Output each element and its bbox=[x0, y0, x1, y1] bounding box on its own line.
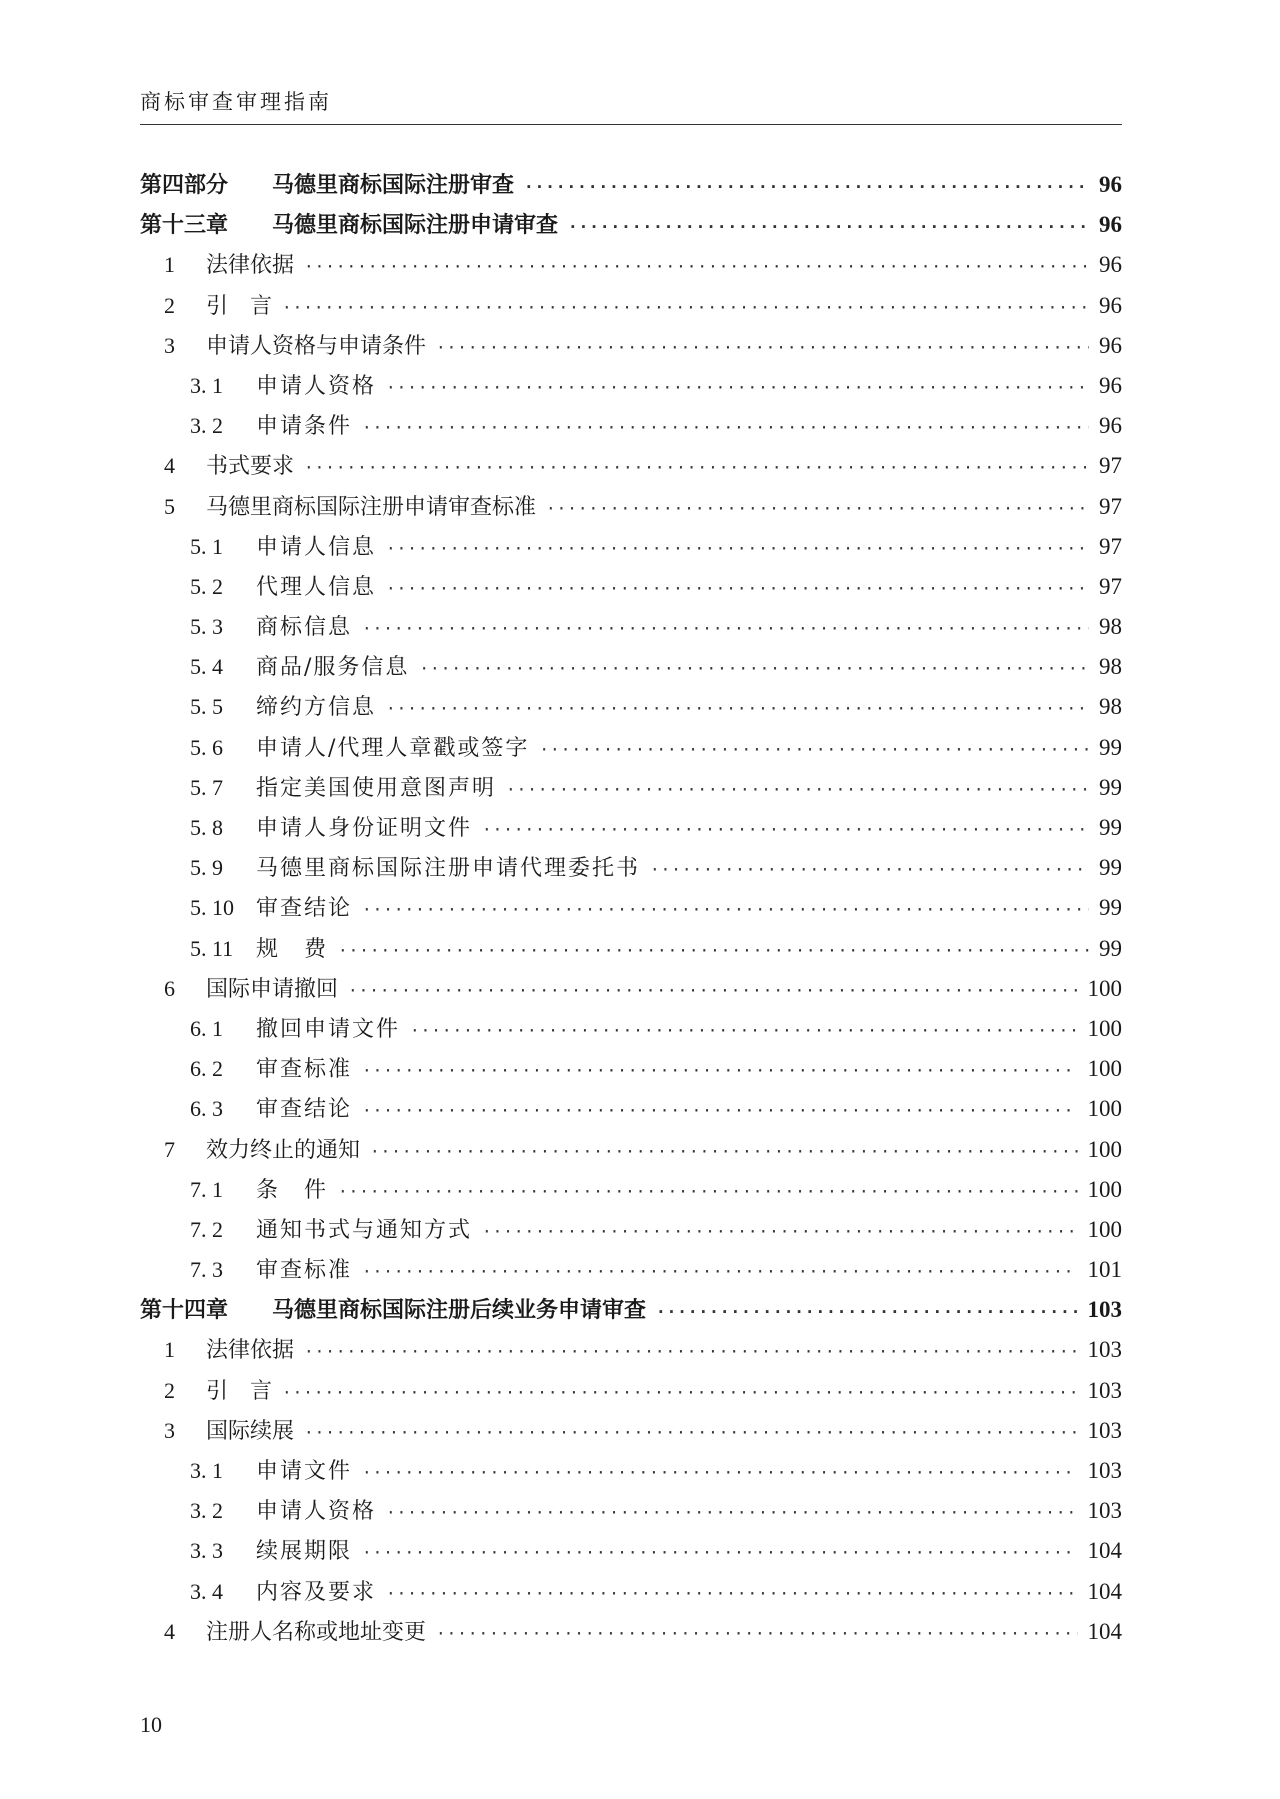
toc-entry-page: 97 bbox=[1099, 533, 1122, 559]
toc-entry-title: 撤回申请文件 bbox=[256, 1016, 401, 1042]
toc-entry-page: 99 bbox=[1099, 855, 1122, 881]
toc-entry-title: 申请人资格与申请条件 bbox=[206, 333, 427, 359]
toc-entry-page: 96 bbox=[1099, 413, 1122, 439]
toc-entry-number: 5. 4 bbox=[190, 654, 223, 680]
toc-entry bbox=[140, 208, 1122, 248]
toc-entry-page: 100 bbox=[1087, 1176, 1122, 1202]
dot-leader bbox=[362, 900, 1089, 919]
toc-entry bbox=[140, 650, 1122, 690]
toc-entry-number: 3. 1 bbox=[190, 1458, 223, 1483]
toc-entry-number: 2 bbox=[164, 1377, 175, 1403]
toc-entry-number: 3 bbox=[164, 332, 175, 358]
dot-leader bbox=[436, 1624, 1077, 1643]
toc-entry-title: 申请人资格 bbox=[256, 1499, 377, 1525]
toc-entry-page: 103 bbox=[1087, 1297, 1122, 1323]
toc-entry bbox=[140, 690, 1122, 730]
toc-entry-title: 马德里商标国际注册审查 bbox=[272, 173, 515, 198]
toc-entry-number: 3 bbox=[164, 1417, 175, 1443]
toc-entry-page: 96 bbox=[1099, 252, 1122, 278]
dot-leader bbox=[482, 820, 1089, 839]
toc-entry-title: 内容及要求 bbox=[256, 1579, 377, 1605]
toc-entry-title: 缔约方信息 bbox=[256, 695, 377, 721]
toc-entry-title: 申请人资格 bbox=[256, 373, 377, 399]
toc-entry bbox=[140, 530, 1122, 570]
toc-entry-title: 申请条件 bbox=[256, 414, 353, 440]
dot-leader bbox=[362, 1061, 1077, 1080]
dot-leader bbox=[282, 1383, 1077, 1402]
toc-entry bbox=[140, 1092, 1122, 1132]
toc-entry-number: 6. 3 bbox=[190, 1096, 223, 1122]
toc-entry-page: 99 bbox=[1099, 774, 1122, 800]
toc-entry-page: 104 bbox=[1087, 1578, 1122, 1604]
toc-entry-number: 1 bbox=[164, 252, 175, 278]
toc-entry-number: 5. 8 bbox=[190, 815, 223, 840]
toc-entry-title: 国际续展 bbox=[206, 1418, 295, 1444]
toc-entry-page: 96 bbox=[1099, 332, 1122, 358]
dot-leader bbox=[304, 1423, 1077, 1442]
toc-entry-title: 马德里商标国际注册申请审查 bbox=[272, 213, 559, 239]
toc-entry-title: 规 费 bbox=[256, 936, 329, 962]
toc-entry bbox=[140, 811, 1122, 851]
dot-leader bbox=[362, 619, 1089, 638]
toc-entry-title: 引 言 bbox=[206, 1378, 273, 1404]
toc-entry bbox=[140, 1213, 1122, 1253]
toc-entry-number: 5. 7 bbox=[190, 774, 223, 800]
toc-entry-number: 2 bbox=[164, 292, 175, 318]
toc-entry-title: 商品/服务信息 bbox=[256, 655, 410, 681]
dot-leader bbox=[362, 1543, 1077, 1562]
toc-entry bbox=[140, 1253, 1122, 1293]
toc-entry-page: 96 bbox=[1099, 212, 1122, 238]
toc-entry-page: 98 bbox=[1099, 614, 1122, 640]
toc-entry-number: 5. 5 bbox=[190, 694, 223, 720]
toc-entry bbox=[140, 570, 1122, 610]
toc-entry-title: 续展期限 bbox=[256, 1539, 353, 1565]
running-header: 商标审查审理指南 bbox=[140, 90, 332, 114]
toc-entry bbox=[140, 329, 1122, 369]
toc-entry-number: 5. 11 bbox=[190, 935, 234, 961]
toc-entry bbox=[140, 449, 1122, 489]
toc-entry-title: 条 件 bbox=[256, 1177, 329, 1203]
toc-entry-title: 审查标准 bbox=[256, 1258, 353, 1284]
toc-entry-number: 第四部分 bbox=[140, 173, 229, 198]
toc-entry-page: 96 bbox=[1099, 292, 1122, 318]
dot-leader bbox=[656, 1302, 1077, 1321]
toc-entry bbox=[140, 1615, 1122, 1655]
dot-leader bbox=[348, 981, 1077, 1000]
toc-entry-page: 103 bbox=[1087, 1417, 1122, 1443]
dot-leader bbox=[386, 579, 1089, 598]
header-rule bbox=[140, 124, 1122, 125]
toc-entry-page: 100 bbox=[1087, 975, 1122, 1001]
dot-leader bbox=[386, 699, 1089, 718]
toc-entry bbox=[140, 248, 1122, 288]
toc-entry-page: 101 bbox=[1087, 1257, 1122, 1283]
toc-entry-page: 103 bbox=[1087, 1458, 1122, 1483]
dot-leader bbox=[338, 1182, 1077, 1201]
dot-leader bbox=[410, 1021, 1077, 1040]
toc-entry-number: 3. 1 bbox=[190, 372, 223, 398]
toc-entry bbox=[140, 972, 1122, 1012]
toc-entry-title: 效力终止的通知 bbox=[206, 1137, 361, 1163]
toc-entry-title: 法律依据 bbox=[206, 1338, 295, 1364]
toc-entry-page: 100 bbox=[1087, 1216, 1122, 1242]
toc-entry-page: 99 bbox=[1099, 895, 1122, 921]
toc-entry-title: 引 言 bbox=[206, 293, 273, 319]
toc-entry-number: 6 bbox=[164, 975, 175, 1001]
dot-leader bbox=[362, 1262, 1077, 1281]
toc-entry bbox=[140, 1052, 1122, 1092]
toc-entry-number: 3. 2 bbox=[190, 1498, 223, 1524]
toc-entry-page: 98 bbox=[1099, 654, 1122, 680]
toc-entry-number: 5. 2 bbox=[190, 573, 223, 599]
toc-entry-number: 1 bbox=[164, 1337, 175, 1363]
dot-leader bbox=[304, 458, 1089, 477]
toc-entry bbox=[140, 771, 1122, 811]
toc-entry-page: 99 bbox=[1099, 734, 1122, 760]
toc-entry-page: 96 bbox=[1099, 372, 1122, 398]
toc-entry bbox=[140, 1454, 1122, 1494]
dot-leader bbox=[304, 257, 1089, 276]
toc-entry-title: 审查标准 bbox=[256, 1057, 353, 1083]
toc-entry-page: 98 bbox=[1099, 694, 1122, 720]
dot-leader bbox=[506, 780, 1089, 799]
toc-entry-page: 100 bbox=[1087, 1136, 1122, 1162]
toc-entry-number: 3. 4 bbox=[190, 1578, 223, 1604]
toc-entry-title: 申请人信息 bbox=[256, 534, 377, 560]
dot-leader bbox=[362, 418, 1089, 437]
dot-leader bbox=[362, 1463, 1077, 1482]
toc-entry-title: 通知书式与通知方式 bbox=[256, 1217, 473, 1243]
toc-entry-title: 代理人信息 bbox=[256, 574, 377, 600]
toc-entry-title: 审查结论 bbox=[256, 896, 353, 922]
toc-entry-title: 马德里商标国际注册后续业务申请审查 bbox=[272, 1298, 647, 1324]
toc-entry bbox=[140, 369, 1122, 409]
dot-leader bbox=[304, 1342, 1077, 1361]
dot-leader bbox=[650, 860, 1089, 879]
toc-entry-page: 97 bbox=[1099, 453, 1122, 479]
toc-entry-number: 7 bbox=[164, 1136, 175, 1162]
toc-entry-number: 第十四章 bbox=[140, 1298, 229, 1324]
toc-entry-page: 103 bbox=[1087, 1498, 1122, 1524]
toc-entry-title: 商标信息 bbox=[256, 615, 353, 641]
toc-entry bbox=[140, 1534, 1122, 1574]
dot-leader bbox=[386, 1503, 1077, 1522]
table-of-contents bbox=[140, 168, 1122, 1655]
toc-entry bbox=[140, 932, 1122, 972]
toc-entry-page: 97 bbox=[1099, 493, 1122, 519]
toc-entry bbox=[140, 891, 1122, 931]
toc-entry bbox=[140, 1414, 1122, 1454]
toc-entry-page: 99 bbox=[1099, 815, 1122, 840]
toc-entry-page: 96 bbox=[1099, 172, 1122, 197]
toc-entry-title: 马德里商标国际注册申请代理委托书 bbox=[256, 856, 641, 882]
toc-entry-number: 5 bbox=[164, 493, 175, 519]
toc-entry-page: 104 bbox=[1087, 1618, 1122, 1644]
toc-entry-number: 6. 1 bbox=[190, 1015, 223, 1041]
toc-entry bbox=[140, 1494, 1122, 1534]
toc-entry bbox=[140, 1374, 1122, 1414]
toc-entry bbox=[140, 1133, 1122, 1173]
toc-entry-number: 3. 2 bbox=[190, 413, 223, 439]
toc-entry bbox=[140, 610, 1122, 650]
toc-entry-number: 5. 10 bbox=[190, 895, 234, 921]
toc-entry-number: 7. 1 bbox=[190, 1176, 223, 1202]
toc-entry-number: 5. 3 bbox=[190, 614, 223, 640]
toc-entry-page: 104 bbox=[1087, 1538, 1122, 1564]
toc-entry-page: 99 bbox=[1099, 935, 1122, 961]
dot-leader bbox=[482, 1222, 1077, 1241]
toc-entry bbox=[140, 1012, 1122, 1052]
dot-leader bbox=[546, 499, 1089, 518]
toc-entry-number: 6. 2 bbox=[190, 1056, 223, 1082]
toc-entry-page: 100 bbox=[1087, 1096, 1122, 1122]
toc-entry bbox=[140, 1575, 1122, 1615]
toc-entry-title: 申请文件 bbox=[256, 1459, 353, 1484]
toc-entry bbox=[140, 851, 1122, 891]
toc-entry-number: 5. 9 bbox=[190, 855, 223, 881]
toc-entry bbox=[140, 1293, 1122, 1333]
toc-entry-title: 书式要求 bbox=[206, 454, 295, 480]
toc-entry bbox=[140, 289, 1122, 329]
dot-leader bbox=[568, 217, 1089, 236]
toc-entry bbox=[140, 1333, 1122, 1373]
dot-leader bbox=[524, 177, 1089, 196]
toc-entry-number: 7. 3 bbox=[190, 1257, 223, 1283]
toc-entry-number: 4 bbox=[164, 1618, 175, 1644]
dot-leader bbox=[370, 1142, 1077, 1161]
toc-entry-number: 5. 6 bbox=[190, 734, 223, 760]
toc-entry-page: 103 bbox=[1087, 1337, 1122, 1363]
toc-entry bbox=[140, 168, 1122, 208]
toc-entry-title: 指定美国使用意图声明 bbox=[256, 775, 497, 801]
toc-entry-number: 7. 2 bbox=[190, 1216, 223, 1242]
toc-entry bbox=[140, 409, 1122, 449]
dot-leader bbox=[362, 1101, 1077, 1120]
toc-entry-number: 3. 3 bbox=[190, 1538, 223, 1564]
dot-leader bbox=[282, 298, 1089, 317]
toc-entry-page: 100 bbox=[1087, 1015, 1122, 1041]
dot-leader bbox=[539, 740, 1089, 759]
toc-entry-title: 马德里商标国际注册申请审查标准 bbox=[206, 494, 537, 520]
toc-entry-number: 5. 1 bbox=[190, 533, 223, 559]
toc-entry bbox=[140, 1173, 1122, 1213]
toc-entry-title: 申请人身份证明文件 bbox=[256, 816, 473, 841]
dot-leader bbox=[386, 378, 1089, 397]
page-number: 10 bbox=[140, 1712, 162, 1737]
toc-entry-title: 申请人/代理人章戳或签字 bbox=[256, 735, 530, 761]
dot-leader bbox=[436, 338, 1089, 357]
toc-entry bbox=[140, 490, 1122, 530]
toc-entry-title: 国际申请撤回 bbox=[206, 976, 339, 1002]
toc-entry-page: 97 bbox=[1099, 573, 1122, 599]
toc-entry-page: 100 bbox=[1087, 1056, 1122, 1082]
toc-entry bbox=[140, 731, 1122, 771]
toc-entry-title: 法律依据 bbox=[206, 253, 295, 279]
toc-entry-number: 第十三章 bbox=[140, 213, 229, 239]
toc-entry-page: 103 bbox=[1087, 1377, 1122, 1403]
dot-leader bbox=[338, 941, 1089, 960]
dot-leader bbox=[386, 1584, 1077, 1603]
toc-entry-title: 注册人名称或地址变更 bbox=[206, 1619, 427, 1645]
toc-entry-title: 审查结论 bbox=[256, 1097, 353, 1123]
toc-entry-number: 4 bbox=[164, 453, 175, 479]
dot-leader bbox=[419, 659, 1089, 678]
dot-leader bbox=[386, 539, 1089, 558]
